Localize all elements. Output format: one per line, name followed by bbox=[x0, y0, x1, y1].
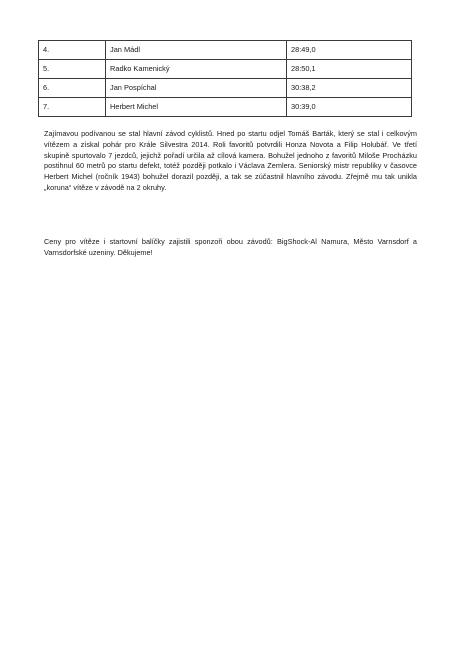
time-cell: 30:39,0 bbox=[287, 98, 412, 117]
name-cell: Herbert Michel bbox=[106, 98, 287, 117]
name-cell: Jan Mádl bbox=[106, 41, 287, 60]
table-row bbox=[39, 60, 412, 79]
time-cell: 28:49,0 bbox=[287, 41, 412, 60]
time-cell: 30:38,2 bbox=[287, 79, 412, 98]
race-report-paragraph: Zajímavou podívanou se stal hlavní závod cyklistů. Hned po startu odjel Tomáš Barták, který se stal i celkovým vítězem a získal pohár pro Krále Silvestra 2014. Roli favoritů potvrdili Honza Novota a Filip Holubář. Ve třetí skupině spurtovalo 7 jezdců, jejichž pořadí určila až cílová kamera. Bohužel jednoho z favoritů Miloše Procházku postihnul 60 metrů po startu defekt, totéž později potkalo i Václava Zemlera. Seniorský mistr republiky v časovce Herbert Michel (ročník 1943) bohužel dorazil později, a tak se zúčastnil hlavního závodu. Zřejmě mu tak unikla „koruna“ vítěze v závodě na 2 okruhy. bbox=[44, 129, 417, 192]
name-cell: Radko Kamenický bbox=[106, 60, 287, 79]
sponsors-paragraph: Ceny pro vítěze i startovní balíčky zajistili sponzoři obou závodů: BigShock-Al Namura, Město Varnsdorf a Varnsdorfské uzeniny. Děkujeme! bbox=[44, 237, 417, 257]
table-row bbox=[39, 41, 412, 60]
rank-cell: 5. bbox=[39, 60, 106, 79]
rank-cell: 4. bbox=[39, 41, 106, 60]
name-cell: Jan Pospíchal bbox=[106, 79, 287, 98]
results-table bbox=[38, 40, 412, 117]
table-row bbox=[39, 98, 412, 117]
time-cell: 28:50,1 bbox=[287, 60, 412, 79]
table-row bbox=[39, 79, 412, 98]
rank-cell: 7. bbox=[39, 98, 106, 117]
rank-cell: 6. bbox=[39, 79, 106, 98]
